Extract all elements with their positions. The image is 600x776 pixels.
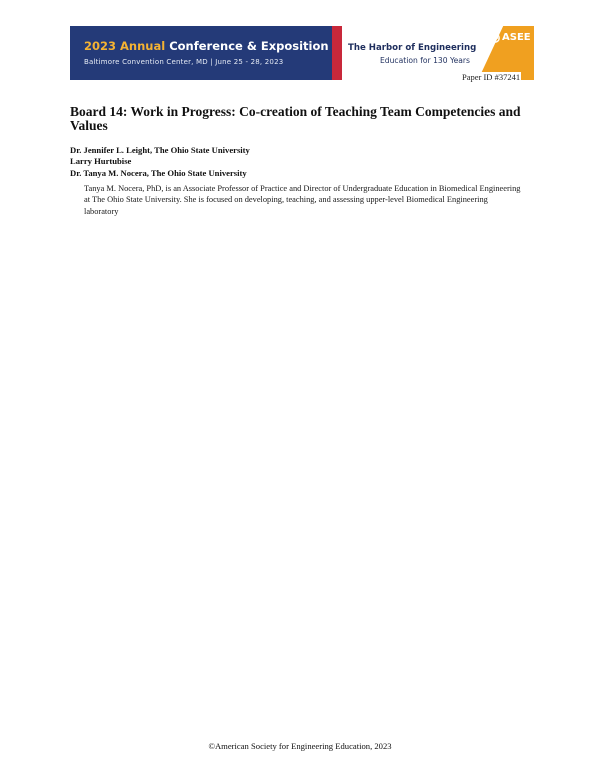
conference-location: Baltimore Convention Center, MD | June 25 - 28, 2023 [84, 58, 284, 66]
conference-year: 2023 [84, 39, 117, 53]
paper-id: Paper ID #37241 [462, 72, 521, 82]
author-1: Dr. Jennifer L. Leight, The Ohio State University [70, 145, 250, 155]
author-bio: Tanya M. Nocera, PhD, is an Associate Professor of Practice and Director of Undergraduate Education in Biomedical Engineering at The Ohio State University. She is focused on developing, teaching, and assessing upper-level Biomedical Engineering laboratory [84, 184, 521, 216]
conference-name: Conference & Exposition [169, 39, 329, 53]
tagline-line1: The Harbor of Engineering [348, 43, 477, 53]
tagline-line2: Education for 130 Years [380, 56, 471, 65]
banner-navy-panel [70, 26, 342, 80]
author-list [70, 145, 530, 179]
asee-logo [490, 32, 531, 43]
copyright-footer: ©American Society for Engineering Education, 2023 [208, 741, 392, 751]
author-3: Dr. Tanya M. Nocera, The Ohio State University [70, 167, 247, 178]
conference-annual: Annual [120, 39, 166, 53]
asee-logo-text: ASEE [502, 32, 531, 43]
author-2: Larry Hurtubise [70, 156, 132, 167]
conference-title [84, 39, 329, 53]
paper-title: Board 14: Work in Progress: Co-creation of Teaching Team Competencies and Values [70, 104, 521, 133]
asee-emblem-icon [490, 33, 500, 43]
